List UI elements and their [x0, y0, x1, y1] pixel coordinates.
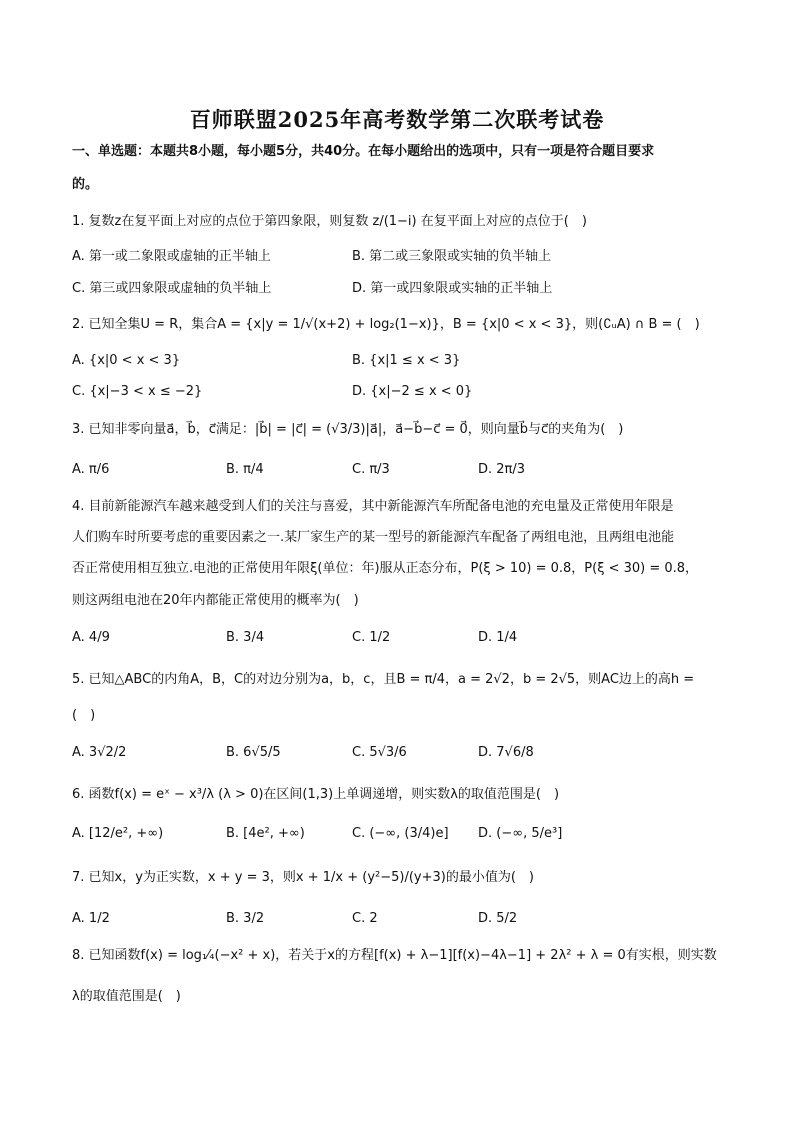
q7-option-b: B. 3/2	[226, 911, 265, 926]
q4-stem-line-1: 4. 目前新能源汽车越来越受到人们的关注与喜爱，其中新能源汽车所配备电池的充电量及正常使用年限是	[72, 499, 674, 514]
q4-option-b: B. 3/4	[226, 630, 265, 645]
q4-stem-line-4: 则这两组电池在20年内都能正常使用的概率为( )	[72, 593, 359, 608]
q3-option-c: C. π/3	[352, 462, 390, 477]
section-instruction-line-2: 的。	[72, 177, 99, 192]
q2-option-a: A. {x|0 < x < 3}	[72, 353, 181, 368]
q1-stem: 1. 复数z在复平面上对应的点位于第四象限，则复数 z/(1−i) 在复平面上对应的点位于( )	[72, 214, 587, 229]
q3-stem: 3. 已知非零向量a⃗，b⃗，c⃗满足：|b⃗| = |c⃗| = (√3/3)|a⃗|，a⃗−b⃗−c⃗ = 0⃗，则向量b⃗与c⃗的夹角为( )	[72, 422, 624, 437]
q2-stem: 2. 已知全集U = R，集合A = {x|y = 1/√(x+2) + log₂(1−x)}，B = {x|0 < x < 3}，则(∁ᵤA) ∩ B = ( )	[72, 317, 700, 332]
q7-option-a: A. 1/2	[72, 911, 110, 926]
q4-option-d: D. 1/4	[478, 630, 518, 645]
q5-option-b: B. 6√5/5	[226, 745, 281, 760]
q4-option-a: A. 4/9	[72, 630, 110, 645]
q7-option-c: C. 2	[352, 911, 378, 926]
q4-stem-line-2: 人们购车时所要考虑的重要因素之一.某厂家生产的某一型号的新能源汽车配备了两组电池，且两组电池能	[72, 530, 675, 545]
q3-option-a: A. π/6	[72, 462, 110, 477]
q3-option-b: B. π/4	[226, 462, 264, 477]
q1-option-b: B. 第二或三象限或实轴的负半轴上	[352, 249, 552, 264]
q5-stem-line-2: ( )	[72, 708, 96, 723]
page-title: 百师联盟2025年高考数学第二次联考试卷	[189, 107, 605, 132]
q8-stem-line-2: λ的取值范围是( )	[72, 989, 181, 1004]
q2-option-d: D. {x|−2 ≤ x < 0}	[352, 384, 473, 399]
q8-stem-line-1: 8. 已知函数f(x) = log₁⁄₄(−x² + x)，若关于x的方程[f(x) + λ−1][f(x)−4λ−1] + 2λ² + λ = 0有实根，则实数	[72, 948, 717, 963]
q5-stem-line-1: 5. 已知△ABC的内角A，B，C的对边分别为a，b，c，且B = π/4，a = 2√2，b = 2√5，则AC边上的高h =	[72, 672, 695, 687]
q7-stem: 7. 已知x，y为正实数，x + y = 3，则x + 1/x + (y²−5)/(y+3)的最小值为( )	[72, 870, 534, 885]
q6-option-d: D. (−∞, 5/e³]	[478, 826, 563, 841]
q6-stem: 6. 函数f(x) = eˣ − x³/λ (λ > 0)在区间(1,3)上单调递增，则实数λ的取值范围是( )	[72, 787, 560, 802]
section-instruction-line-1: 一、单选题：本题共8小题，每小题5分，共40分。在每小题给出的选项中，只有一项是符合题目要求	[72, 144, 655, 159]
q5-option-c: C. 5√3/6	[352, 745, 407, 760]
q1-option-c: C. 第三或四象限或虚轴的负半轴上	[72, 281, 272, 296]
q2-option-c: C. {x|−3 < x ≤ −2}	[72, 384, 203, 399]
q7-option-d: D. 5/2	[478, 911, 518, 926]
q4-stem-line-3: 否正常使用相互独立.电池的正常使用年限ξ(单位：年)服从正态分布，P(ξ > 10) = 0.8，P(ξ < 30) = 0.8，	[72, 561, 699, 576]
q1-option-d: D. 第一或四象限或实轴的正半轴上	[352, 281, 553, 296]
q1-option-a: A. 第一或二象限或虚轴的正半轴上	[72, 249, 271, 264]
q3-option-d: D. 2π/3	[478, 462, 526, 477]
q6-option-a: A. [12/e², +∞)	[72, 826, 164, 841]
q2-option-b: B. {x|1 ≤ x < 3}	[352, 353, 461, 368]
q5-option-a: A. 3√2/2	[72, 745, 127, 760]
q5-option-d: D. 7√6/8	[478, 745, 534, 760]
q4-option-c: C. 1/2	[352, 630, 391, 645]
q6-option-b: B. [4e², +∞)	[226, 826, 305, 841]
q6-option-c: C. (−∞, (3/4)e]	[352, 826, 449, 841]
